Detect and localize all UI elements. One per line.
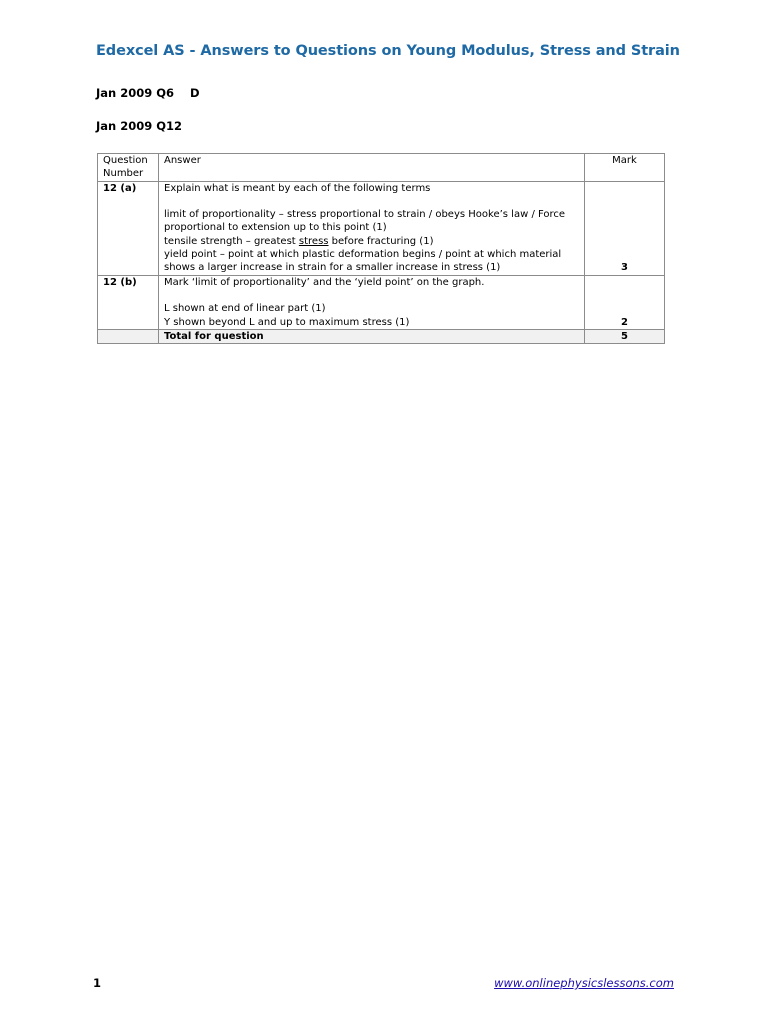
- total-label: Total for question: [159, 329, 585, 343]
- row-b-line-1: L shown at end of linear part (1): [164, 303, 326, 315]
- header-question-number: Question Number: [98, 154, 159, 182]
- table-row: [98, 275, 665, 329]
- total-empty-cell: [98, 329, 159, 343]
- total-mark: 5: [585, 329, 665, 343]
- row-b-mark: 2: [585, 275, 665, 329]
- row-a-answer: [159, 181, 585, 275]
- row-a-line-2-post: before fracturing (1): [328, 235, 434, 247]
- total-row: [98, 329, 665, 343]
- page-number: 1: [93, 976, 102, 990]
- row-a-mark: 3: [585, 181, 665, 275]
- mark-scheme-table: [97, 153, 665, 344]
- row-a-question-number: 12 (a): [98, 181, 159, 275]
- row-b-line-2: Y shown beyond L and up to maximum stress (1): [164, 316, 410, 328]
- question-6-label: Jan 2009 Q6: [96, 86, 175, 100]
- question-6-heading: [96, 86, 200, 100]
- header-mark: Mark: [585, 154, 665, 182]
- row-a-line-3: yield point – point at which plastic deformation begins / point at which material shows a larger increase in strain for a smaller increase in stress (1): [164, 249, 562, 274]
- row-b-question-number: 12 (b): [98, 275, 159, 329]
- question-6-answer: D: [190, 86, 200, 100]
- website-link[interactable]: www.onlinephysicslessons.com: [494, 976, 674, 990]
- row-a-line-2-underlined: stress: [298, 235, 329, 247]
- row-a-line-2-pre: tensile strength – greatest: [164, 235, 299, 247]
- question-12-heading: Jan 2009 Q12: [96, 119, 183, 133]
- table-header-row: [98, 154, 665, 182]
- header-answer: Answer: [159, 154, 585, 182]
- row-a-line-1: limit of proportionality – stress proportional to strain / obeys Hooke’s law / Force proportional to extension up to this point (1): [164, 209, 566, 234]
- row-b-answer: [159, 275, 585, 329]
- row-a-intro: Explain what is meant by each of the following terms: [164, 182, 431, 194]
- page-title: Edexcel AS - Answers to Questions on Young Modulus, Stress and Strain: [96, 43, 680, 59]
- table-row: [98, 181, 665, 275]
- row-b-intro: Mark ‘limit of proportionality’ and the ‘yield point’ on the graph.: [164, 276, 485, 288]
- row-a-line-2: [164, 235, 579, 248]
